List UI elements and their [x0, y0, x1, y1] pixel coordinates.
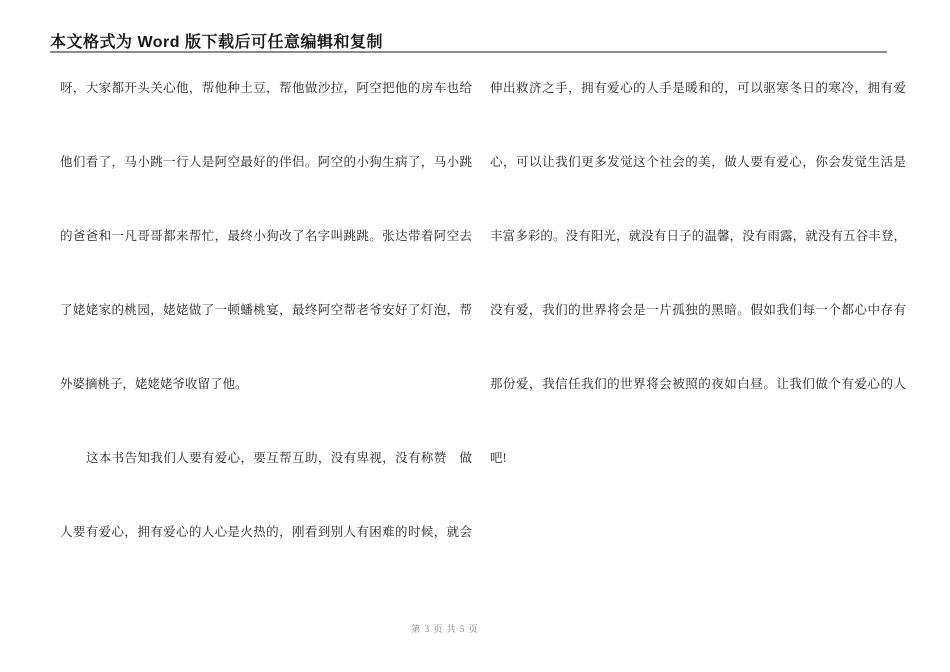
text-line: 伸出救济之手，拥有爱心的人手是暖和的，可以驱寒冬日的寒冷，拥有爱: [490, 81, 906, 95]
text-line: 那份爱，我信任我们的世界将会被照的夜如白昼。让我们做个有爱心的人: [490, 377, 906, 391]
text-line: 丰富多彩的。没有阳光，就没有日子的温馨，没有雨露，就没有五谷丰登，: [490, 229, 906, 243]
header-rule: [50, 51, 887, 53]
text-line: 外婆摘桃子，姥姥姥爷收留了他。: [60, 377, 248, 391]
text-line: 吧!: [490, 451, 507, 465]
text-line: 这本书告知我们人要有爱心，要互帮互助，没有卑视，没有称赞 做: [86, 451, 472, 465]
text-line: 心，可以让我们更多发觉这个社会的美，做人要有爱心，你会发觉生活是: [490, 155, 906, 169]
page-footer: [0, 622, 890, 635]
text-line: 人要有爱心，拥有爱心的人心是火热的，刚看到别人有困难的时候，就会: [60, 525, 472, 539]
text-line: 了姥姥家的桃园，姥姥做了一顿蟠桃宴，最终阿空帮老爷安好了灯泡，帮: [60, 303, 472, 317]
text-line: 没有爱，我们的世界将会是一片孤独的黑暗。假如我们每一个都心中存有: [490, 303, 906, 317]
text-column-left: [60, 80, 472, 598]
page-number-indicator: 第 3 页 共 5 页: [411, 624, 479, 634]
header-notice: 本文格式为 Word 版下载后可任意编辑和复制: [50, 34, 383, 51]
text-line: 呀，大家都开头关心他，帮他种土豆，帮他做沙拉，阿空把他的房车也给: [60, 81, 472, 95]
text-column-right: [490, 80, 906, 524]
text-line: 他们看了，马小跳一行人是阿空最好的伴侣。阿空的小狗生病了，马小跳: [60, 155, 472, 169]
text-line: 的爸爸和一凡哥哥都来帮忙，最终小狗改了名字叫跳跳。张达带着阿空去: [60, 229, 472, 243]
